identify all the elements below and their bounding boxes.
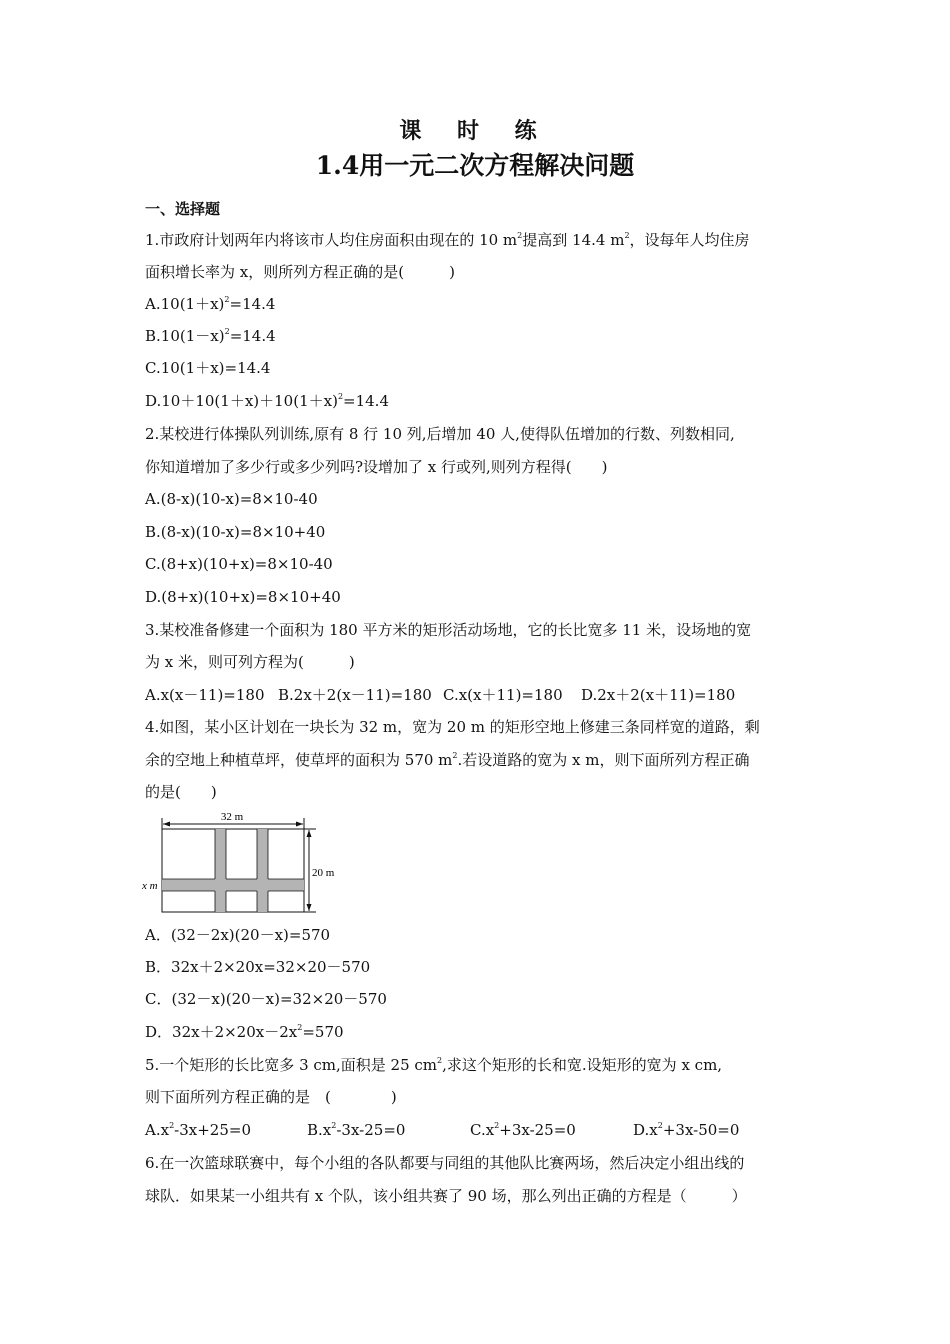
q2-option-c: C.(8+x)(10+x)=8×10-40 [145,555,333,573]
label-length: 32 m [220,811,244,823]
lesson-title: 课 时 练 [399,118,551,144]
q5-option-c: $C.x^2+3x-25=0$ [470,1121,576,1139]
q4-stem-line1: 4.如图，某小区计划在一块长为 32 m，宽为 20 m 的矩形空地上修建三条同样宽的道路，剩 [145,718,760,736]
q6-stem-line2: 球队．如果某一小组共有 x 个队，该小组共赛了 90 场，那么列出正确的方程是（ ） [145,1187,747,1205]
arrow-right-icon [296,822,303,827]
q3-option-a: A.x(x－11)=180 [145,686,265,704]
q2-stem-line1: 2.某校进行体操队列训练,原有 8 行 10 列,后增加 40 人,使得队伍增加的行数、列数相同, [145,425,735,443]
q1-stem-line1: 1.市政府计划两年内将该市人均住房面积由现在的 10 $m^2$提高到 14.4 $m^2$，设每年人均住房 [145,231,750,249]
q2-option-a: A.(8-x)(10-x)=8×10-40 [145,490,318,508]
arrow-up-icon [307,830,312,837]
q5-option-d: $D.x^2+3x-50=0$ [633,1121,740,1139]
q5-option-a: $A.x^2-3x+25=0$ [145,1121,251,1139]
plot-rectangle [162,829,304,912]
q4-option-c: C．(32－x)(20－x)=32×20－570 [145,990,387,1008]
q6-stem-line1: 6.在一次篮球联赛中，每个小组的各队都要与同组的其他队比赛两场，然后决定小组出线的 [145,1154,745,1172]
section-heading: 一、选择题 [145,200,221,218]
q4-option-a: A．(32－2x)(20－x)=570 [145,926,331,944]
q1-option-a: $A.10(1+x)^2=14.4$ [145,295,276,313]
q1-option-d: $D.10+10(1+x)+10(1+x)^2=14.4$ [145,392,389,410]
lesson-subtitle: 1.4用一元二次方程解决问题 [315,151,635,180]
q2-option-d: D.(8+x)(10+x)=8×10+40 [145,588,341,606]
arrow-left-icon [163,822,170,827]
road-diagram [140,808,350,920]
q4-stem-line3: 的是( ) [145,783,217,801]
q2-stem-line2: 你知道增加了多少行或多少列吗?设增加了 x 行或列,则列方程得( ) [145,458,608,476]
label-width: 20 m [312,867,335,879]
q4-option-d: D．$32x+2\times 20x-2x^2=570$ [145,1023,344,1041]
arrow-down-icon [307,904,312,911]
q5-stem-line2: 则下面所列方程正确的是 ( ) [145,1088,397,1106]
q5-stem-line1: 5.一个矩形的长比宽多 3 cm,面积是 25 $cm^2$,求这个矩形的长和宽.设矩形的宽为 x cm, [145,1056,723,1074]
q3-stem-line2: 为 x 米，则可列方程为( ) [145,653,355,671]
q3-option-c: C.x(x＋11)=180 [443,686,563,704]
q2-option-b: B.(8-x)(10-x)=8×10+40 [145,523,326,541]
label-road-width: x m [142,880,158,892]
q1-option-b: $B.10(1-x)^2=14.4$ [145,327,276,345]
q5-option-b: $B.x^2-3x-25=0$ [307,1121,406,1139]
q4-option-b: B．32x＋2×20x=32×20－570 [145,958,371,976]
road-horizontal [162,879,304,891]
q4-stem-line2: 余的空地上种植草坪，使草坪的面积为 570 $m^2$.若设道路的宽为 x m，则下面所列方程正确 [145,751,750,769]
q3-stem-line1: 3.某校准备修建一个面积为 180 平方米的矩形活动场地，它的长比宽多 11 米，设场地的宽 [145,621,752,639]
q1-option-c: C.10(1＋x)=14.4 [145,359,271,377]
road-vertical-2 [257,829,268,912]
road-vertical-1 [215,829,226,912]
q3-option-d: D.2x＋2(x＋11)=180 [581,686,736,704]
q1-stem-line2: 面积增长率为 x，则所列方程正确的是( ) [145,263,455,281]
q3-option-b: B.2x＋2(x－11)=180 [278,686,432,704]
